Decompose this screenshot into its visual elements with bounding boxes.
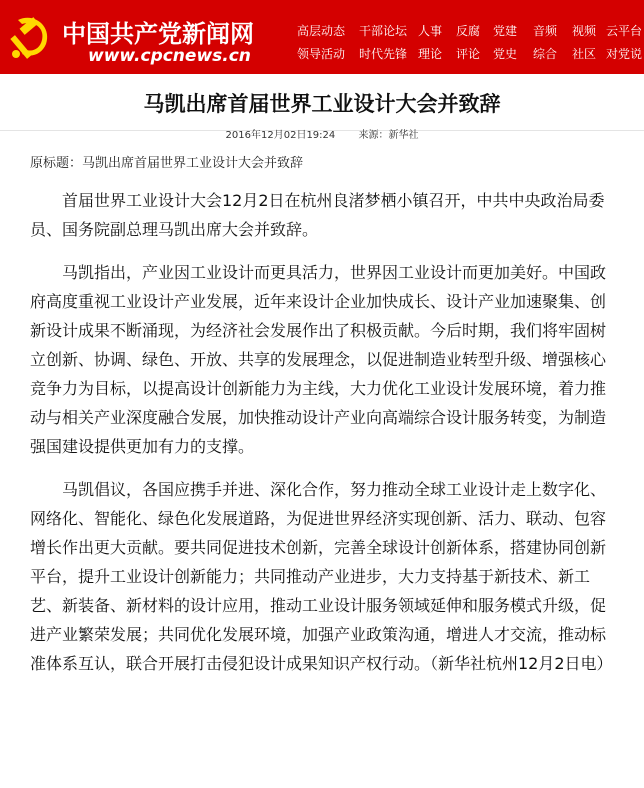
nav-link[interactable]: 云平台 — [606, 24, 643, 38]
article-source: 来源：新华社 — [358, 130, 419, 141]
nav-link[interactable]: 音频 — [533, 24, 558, 38]
nav-link[interactable]: 评论 — [456, 47, 481, 61]
article-paragraph: 马凯倡议，各国应携手并进、深化合作，努力推动全球工业设计走上数字化、网络化、智能化、绿色化发展道路，为促进世界经济实现创新、活力、联动、包容增长作出更大贡献。要共同促进技术创新，完善全球设计创新体系，搭建协同创新平台，提升工业设计创新能力；共同推动产业进步，大力支持基于新技术、新工艺、新装备、新材料的设计应用，推动工业设计服务领域延伸和服务模式升级，促进产业繁荣发展；共同优化发展环境，加强产业政策沟通，增进人才交流，推动标准体系互认，联合开展打击侵犯设计成果知识产权行动。（新华社杭州12月2日电） — [30, 480, 613, 673]
nav-link[interactable]: 干部论坛 — [359, 24, 408, 38]
party-emblem-icon[interactable] — [8, 8, 56, 64]
original-title: 原标题：马凯出席首届世界工业设计大会并致辞 — [30, 156, 304, 171]
nav-link[interactable]: 反腐 — [456, 24, 481, 38]
nav-link[interactable]: 高层动态 — [297, 24, 346, 38]
article-body — [30, 186, 615, 692]
article-title: 马凯出席首届世界工业设计大会并致辞 — [143, 92, 501, 116]
nav-link[interactable]: 综合 — [533, 47, 558, 61]
top-nav — [293, 22, 644, 66]
nav-link[interactable]: 党建 — [493, 24, 518, 38]
article-paragraph: 首届世界工业设计大会12月2日在杭州良渚梦栖小镇召开，中共中央政治局委员、国务院副总理马凯出席大会并致辞。 — [30, 191, 605, 239]
article-paragraph: 马凯指出，产业因工业设计而更具活力，世界因工业设计而更加美好。中国政府高度重视工业设计产业发展，近年来设计企业加快成长、设计产业加速聚集、创新设计成果不断涌现，为经济社会发展作出了积极贡献。今后时期，我们将牢固树立创新、协调、绿色、开放、共享的发展理念，以促进制造业转型升级、增强核心竞争力为目标，以提高设计创新能力为主线，大力优化工业设计发展环境，着力推动与相关产业深度融合发展，加快推动设计产业向高端综合设计服务转变，为制造强国建设提供更加有力的支撑。 — [30, 263, 607, 456]
site-header — [0, 0, 644, 74]
nav-link[interactable]: 党史 — [493, 47, 518, 61]
article-meta — [0, 126, 644, 141]
publish-date: 2016年12月02日19:24 — [225, 130, 336, 141]
site-url[interactable]: www.cpcnews.cn — [88, 46, 251, 66]
site-name[interactable]: 中国共产党新闻网 — [62, 20, 254, 48]
nav-link[interactable]: 时代先锋 — [359, 47, 408, 61]
nav-link[interactable]: 理论 — [418, 47, 443, 61]
nav-link[interactable]: 对党说 — [606, 47, 643, 61]
nav-link[interactable]: 领导活动 — [297, 47, 346, 61]
nav-link[interactable]: 视频 — [572, 24, 597, 38]
nav-link[interactable]: 社区 — [572, 47, 597, 61]
nav-link[interactable]: 人事 — [418, 24, 443, 38]
